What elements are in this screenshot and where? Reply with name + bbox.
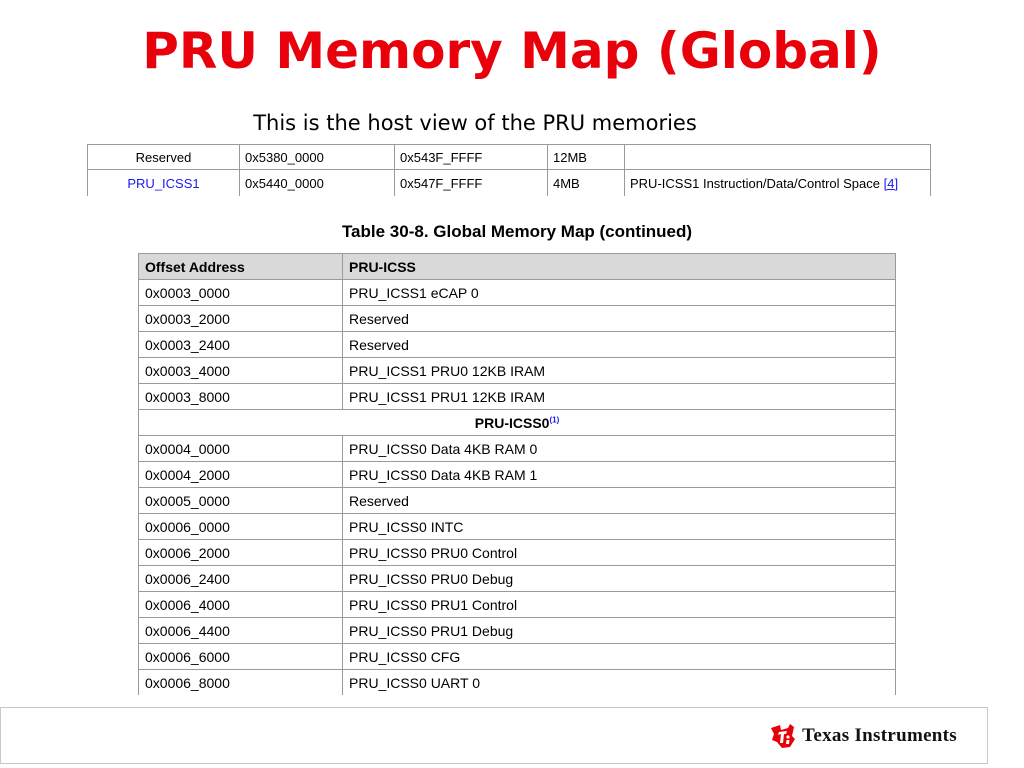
description-text: PRU-ICSS1 Instruction/Data/Control Space — [630, 175, 884, 191]
pru-icss-region-cell: PRU_ICSS0 PRU1 Control — [343, 592, 896, 618]
top-table-excerpt — [87, 144, 931, 198]
table-row — [88, 145, 931, 170]
offset-address-cell: 0x0003_2400 — [139, 332, 343, 358]
description-cell — [625, 170, 931, 197]
slide-subtitle: This is the host view of the PRU memories — [253, 111, 697, 135]
table-row — [139, 280, 896, 306]
offset-address-cell: 0x0005_0000 — [139, 488, 343, 514]
pru-icss-region-cell: PRU_ICSS0 PRU0 Debug — [343, 566, 896, 592]
offset-address-cell: 0x0003_2000 — [139, 306, 343, 332]
slide-footer — [0, 707, 988, 764]
table-row — [139, 592, 896, 618]
end-address-cell: 0x543F_FFFF — [395, 145, 548, 170]
table-row — [139, 670, 896, 696]
table-caption: Table 30-8. Global Memory Map (continued) — [341, 222, 693, 241]
pru-icss-region-cell: Reserved — [343, 332, 896, 358]
offset-address-cell: 0x0004_0000 — [139, 436, 343, 462]
pru-icss-region-cell: Reserved — [343, 306, 896, 332]
offset-address-cell: 0x0004_2000 — [139, 462, 343, 488]
ti-logo-text: Texas Instruments — [802, 725, 957, 746]
global-memory-map-table — [138, 253, 896, 695]
offset-address-cell: 0x0006_4400 — [139, 618, 343, 644]
pru-icss-region-cell: Reserved — [343, 488, 896, 514]
table-row — [139, 488, 896, 514]
size-cell: 4MB — [548, 170, 625, 197]
column-header-pru-icss: PRU-ICSS — [343, 254, 896, 280]
section-header-cell — [139, 410, 896, 436]
table-row — [139, 332, 896, 358]
pru-icss-region-cell: PRU_ICSS0 PRU1 Debug — [343, 618, 896, 644]
end-address-cell: 0x547F_FFFF — [395, 170, 548, 197]
table-row — [139, 514, 896, 540]
table-row — [139, 358, 896, 384]
table-row — [139, 462, 896, 488]
offset-address-cell: 0x0003_4000 — [139, 358, 343, 384]
offset-address-cell: 0x0006_0000 — [139, 514, 343, 540]
pru-icss-region-cell: PRU_ICSS0 INTC — [343, 514, 896, 540]
slide-title: PRU Memory Map (Global) — [142, 22, 882, 80]
table-row — [139, 540, 896, 566]
pru-icss-region-cell: PRU_ICSS0 Data 4KB RAM 0 — [343, 436, 896, 462]
pru-icss-region-cell: PRU_ICSS0 PRU0 Control — [343, 540, 896, 566]
offset-address-cell: 0x0006_2000 — [139, 540, 343, 566]
size-cell: 12MB — [548, 145, 625, 170]
offset-address-cell: 0x0003_0000 — [139, 280, 343, 306]
table-row — [139, 436, 896, 462]
table-row — [139, 618, 896, 644]
offset-address-cell: 0x0006_2400 — [139, 566, 343, 592]
ti-logo-icon — [768, 722, 796, 750]
pru-icss-region-cell: PRU_ICSS0 UART 0 — [343, 670, 896, 696]
table-row — [139, 306, 896, 332]
section-row — [139, 410, 896, 436]
table-row — [88, 170, 931, 197]
pru-icss-region-cell: PRU_ICSS1 eCAP 0 — [343, 280, 896, 306]
table-row — [139, 644, 896, 670]
start-address-cell: 0x5440_0000 — [240, 170, 395, 197]
pru-icss1-link[interactable]: PRU_ICSS1 — [88, 170, 240, 197]
section-label: PRU-ICSS0 — [474, 414, 550, 431]
pru-icss-region-cell: PRU_ICSS0 CFG — [343, 644, 896, 670]
table-row — [139, 566, 896, 592]
table-header-row — [139, 254, 896, 280]
offset-address-cell: 0x0006_4000 — [139, 592, 343, 618]
table-row — [139, 384, 896, 410]
pru-icss-region-cell: PRU_ICSS1 PRU0 12KB IRAM — [343, 358, 896, 384]
offset-address-cell: 0x0006_6000 — [139, 644, 343, 670]
pru-icss-region-cell: PRU_ICSS0 Data 4KB RAM 1 — [343, 462, 896, 488]
pru-icss-region-cell: PRU_ICSS1 PRU1 12KB IRAM — [343, 384, 896, 410]
footnote-link[interactable]: (1) — [549, 414, 560, 424]
region-name-cell: Reserved — [88, 145, 240, 170]
ti-logo — [768, 722, 957, 750]
top-memory-table — [87, 144, 931, 196]
offset-address-cell: 0x0006_8000 — [139, 670, 343, 696]
description-cell — [625, 145, 931, 170]
start-address-cell: 0x5380_0000 — [240, 145, 395, 170]
offset-address-cell: 0x0003_8000 — [139, 384, 343, 410]
reference-link[interactable]: [4] — [883, 175, 899, 191]
column-header-offset: Offset Address — [139, 254, 343, 280]
